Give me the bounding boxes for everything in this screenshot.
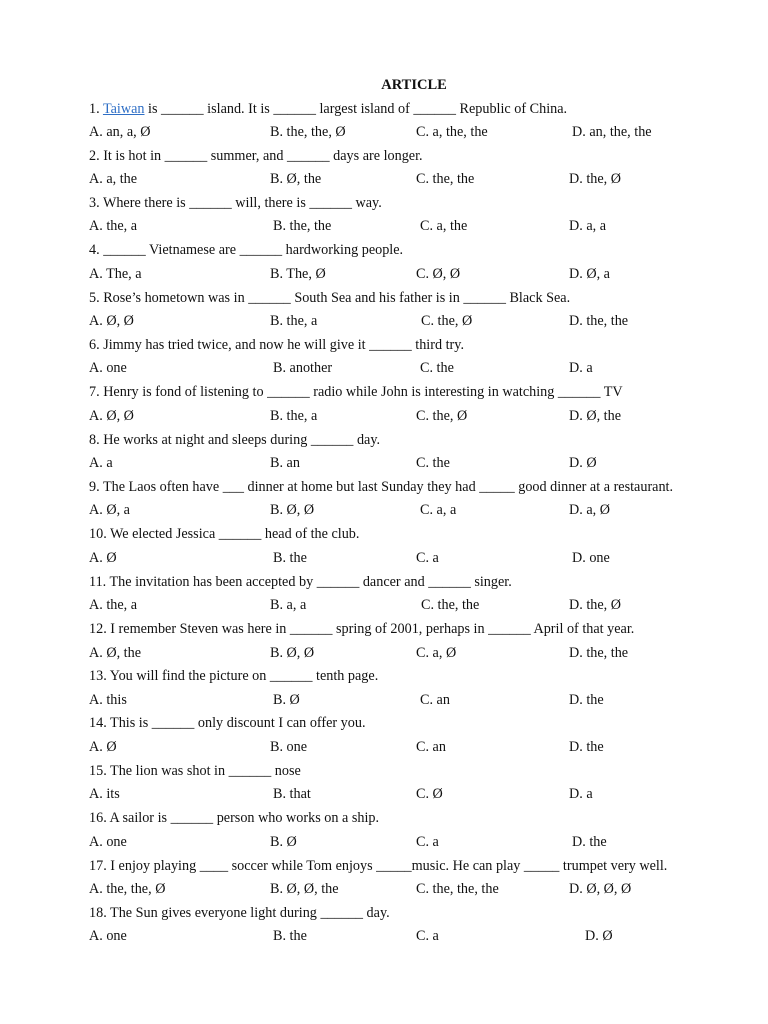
option-a: A. one (89, 360, 127, 376)
options-14 (89, 737, 749, 757)
question-stem: It is hot in ______ summer, and ______ days are longer. (103, 148, 423, 164)
question-number: 17. (89, 858, 107, 874)
options-18 (89, 926, 749, 946)
question-stem: I remember Steven was here in ______ spring of 2001, perhaps in ______ April of that year. (110, 621, 635, 637)
option-d: D. a, a (569, 218, 607, 234)
option-c: C. a, the, the (416, 124, 488, 140)
option-c: C. a, a (420, 502, 457, 518)
question-number: 12. (89, 621, 107, 637)
question-number: 13. (89, 668, 107, 684)
question-stem: A sailor is ______ person who works on a ship. (109, 810, 380, 826)
question-stem: The Laos often have ___ dinner at home but last Sunday they had _____ good dinner at a restaurant. (102, 479, 674, 495)
option-c: C. the, the, the (416, 881, 499, 897)
question-stem: Where there is ______ will, there is ______ way. (102, 195, 382, 211)
question-number: 2. (89, 148, 100, 164)
question-number: 16. (89, 810, 107, 826)
option-a: A. a, the (89, 171, 138, 187)
option-b: B. the, the, Ø (270, 124, 346, 140)
option-b: B. the, the (273, 218, 332, 234)
option-d: D. the (569, 739, 604, 755)
option-d: D. Ø (585, 928, 613, 944)
question-stem: He works at night and sleeps during ______ day. (103, 432, 381, 448)
question-18 (89, 903, 749, 923)
option-c: C. the (420, 360, 454, 376)
option-b: B. a, a (270, 597, 307, 613)
question-9 (89, 477, 749, 497)
option-d: D. the (572, 834, 607, 850)
option-c: C. the, Ø (416, 408, 468, 424)
question-7 (89, 382, 749, 402)
option-a: A. its (89, 786, 120, 802)
option-b: B. the, a (270, 408, 318, 424)
option-a: A. The, a (89, 266, 142, 282)
question-number: 9. (89, 479, 100, 495)
question-number: 18. (89, 905, 107, 921)
option-a: A. one (89, 928, 127, 944)
question-5 (89, 288, 749, 308)
option-c: C. a (416, 834, 439, 850)
question-6 (89, 335, 749, 355)
question-stem: We elected Jessica ______ head of the club. (110, 526, 360, 542)
option-c: C. a, the (420, 218, 468, 234)
option-b: B. that (273, 786, 311, 802)
option-b: B. the (273, 550, 307, 566)
options-16 (89, 832, 749, 852)
question-number: 7. (89, 384, 100, 400)
options-8 (89, 453, 749, 473)
options-3 (89, 216, 749, 236)
question-stem: Henry is fond of listening to ______ radio while John is interesting in watching ______ TV (103, 384, 623, 400)
question-12 (89, 619, 749, 639)
question-stem: Rose’s hometown was in ______ South Sea and his father is in ______ Black Sea. (103, 290, 571, 306)
option-a: A. Ø (89, 550, 117, 566)
option-b: B. another (273, 360, 333, 376)
option-b: B. Ø, the (270, 171, 322, 187)
question-number: 11. (89, 574, 107, 590)
option-b: B. Ø (273, 692, 300, 708)
question-number: 1. (89, 101, 100, 117)
option-c: C. a (416, 928, 439, 944)
options-12 (89, 643, 749, 663)
question-3 (89, 193, 749, 213)
option-c: C. the, Ø (421, 313, 473, 329)
option-b: B. an (270, 455, 300, 471)
option-d: D. one (572, 550, 610, 566)
option-d: D. a (569, 360, 593, 376)
question-number: 14. (89, 715, 107, 731)
option-d: D. the, the (569, 313, 629, 329)
question-stem: The lion was shot in ______ nose (110, 763, 301, 779)
option-a: A. the, a (89, 597, 138, 613)
option-d: D. a, Ø (569, 502, 610, 518)
option-b: B. the, a (270, 313, 318, 329)
question-number: 5. (89, 290, 100, 306)
option-c: C. an (416, 739, 446, 755)
question-stem: You will find the picture on ______ tenth page. (109, 668, 379, 684)
options-6 (89, 358, 749, 378)
option-a: A. an, a, Ø (89, 124, 151, 140)
option-c: C. Ø, Ø (416, 266, 461, 282)
question-stem: Jimmy has tried twice, and now he will give it ______ third try. (103, 337, 464, 353)
option-b: B. Ø, Ø (270, 502, 315, 518)
question-14 (89, 713, 749, 733)
question-8 (89, 430, 749, 450)
option-c: C. the, the (416, 171, 475, 187)
option-b: B. one (270, 739, 308, 755)
options-5 (89, 311, 749, 331)
question-17 (89, 856, 749, 876)
option-c: C. a (416, 550, 439, 566)
question-4 (89, 240, 749, 260)
options-10 (89, 548, 749, 568)
options-7 (89, 406, 749, 426)
question-1 (89, 99, 749, 119)
question-number: 15. (89, 763, 107, 779)
question-stem: ______ Vietnamese are ______ hardworking people. (103, 242, 404, 258)
options-9 (89, 500, 749, 520)
options-2 (89, 169, 749, 189)
option-b: B. Ø, Ø, the (270, 881, 339, 897)
options-13 (89, 690, 749, 710)
question-13 (89, 666, 749, 686)
option-a: A. Ø, the (89, 645, 142, 661)
option-d: D. the (569, 692, 604, 708)
option-b: B. the (273, 928, 307, 944)
options-15 (89, 784, 749, 804)
question-number: 4. (89, 242, 100, 258)
question-stem: I enjoy playing ____ soccer while Tom enjoys _____music. He can play _____ trumpet very well. (110, 858, 668, 874)
question-number: 10. (89, 526, 107, 542)
option-d: D. Ø (569, 455, 597, 471)
option-d: D. Ø, a (569, 266, 610, 282)
question-stem: The invitation has been accepted by ______ dancer and ______ singer. (109, 574, 512, 590)
question-stem: The Sun gives everyone light during ______ day. (110, 905, 390, 921)
options-17 (89, 879, 749, 899)
question-16 (89, 808, 749, 828)
option-b: B. Ø, Ø (270, 645, 315, 661)
options-11 (89, 595, 749, 615)
option-a: A. the, the, Ø (89, 881, 166, 897)
question-15 (89, 761, 749, 781)
option-c: C. a, Ø (416, 645, 457, 661)
option-d: D. Ø, the (569, 408, 622, 424)
option-a: A. the, a (89, 218, 138, 234)
options-1 (89, 122, 749, 142)
option-a: A. a (89, 455, 113, 471)
option-a: A. one (89, 834, 127, 850)
option-a: A. Ø, Ø (89, 408, 134, 424)
question-number: 6. (89, 337, 100, 353)
option-b: B. The, Ø (270, 266, 326, 282)
taiwan-link[interactable]: Taiwan (102, 101, 145, 117)
option-d: D. Ø, Ø, Ø (569, 881, 632, 897)
option-d: D. the, Ø (569, 171, 622, 187)
option-d: D. a (569, 786, 593, 802)
document-title: ARTICLE (381, 77, 447, 93)
option-d: D. the, Ø (569, 597, 622, 613)
option-b: B. Ø (270, 834, 297, 850)
option-c: C. an (420, 692, 450, 708)
question-number: 3. (89, 195, 100, 211)
question-11 (89, 572, 749, 592)
option-c: C. the, the (421, 597, 480, 613)
option-d: D. the, the (569, 645, 629, 661)
question-10 (89, 524, 749, 544)
option-a: A. Ø, a (89, 502, 130, 518)
question-stem: is ______ island. It is ______ largest island of ______ Republic of China. (144, 101, 568, 117)
option-c: C. Ø (416, 786, 443, 802)
option-c: C. the (416, 455, 450, 471)
option-a: A. Ø, Ø (89, 313, 134, 329)
question-stem: This is ______ only discount I can offer you. (110, 715, 366, 731)
question-2 (89, 146, 749, 166)
option-d: D. an, the, the (572, 124, 652, 140)
option-a: A. Ø (89, 739, 117, 755)
option-a: A. this (89, 692, 127, 708)
question-number: 8. (89, 432, 100, 448)
options-4 (89, 264, 749, 284)
